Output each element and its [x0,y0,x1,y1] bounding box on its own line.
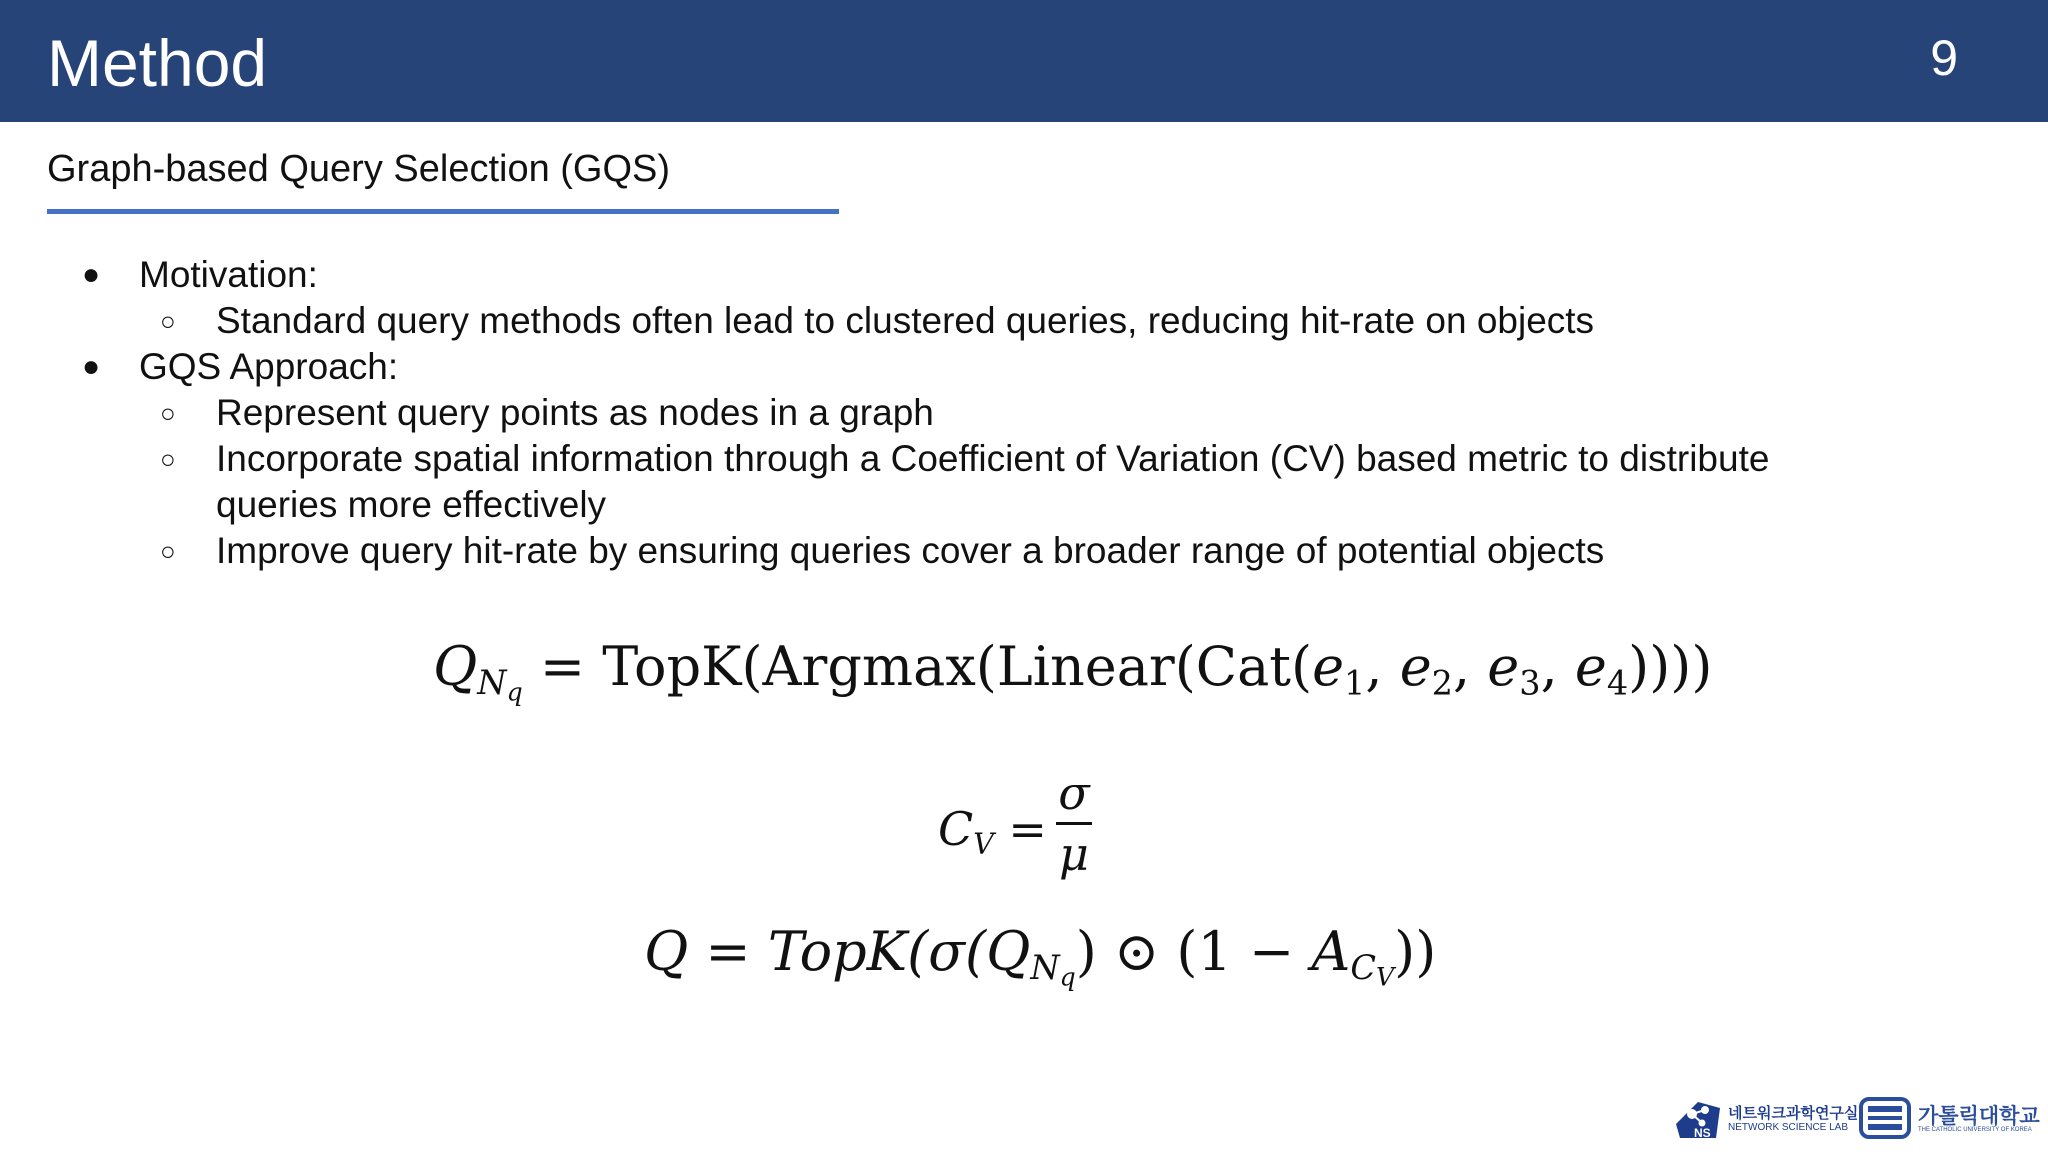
bullet-text: GQS Approach: [139,346,399,387]
bullet-dot-icon: ● [82,350,101,383]
header-bar [0,0,2048,122]
sub-bullet-text: Represent query points as nodes in a graph [216,392,934,433]
fraction [1056,768,1092,879]
fraction-denominator: μ [1059,827,1089,881]
slide-title: Method [47,26,268,100]
network-science-lab-english: NETWORK SCIENCE LAB [1728,1122,1849,1133]
catholic-university-korean: 가톨릭대학교 [1918,1105,2040,1128]
catholic-university-english: THE CATHOLIC UNIVERSITY OF KOREA [1918,1127,2032,1133]
bullet-circle-icon: ○ [160,536,176,566]
section-title: Graph-based Query Selection (GQS) [47,148,671,190]
formula-query-topk: $Q_{N_q}$ = $TopK(Argmax(Linear(Cat(e_1$, $e_2$, $e_3$, $e_4$)))) [433,635,1713,707]
bullet-circle-icon: ○ [160,444,176,474]
footer-logos [1672,1096,2040,1142]
catholic-university-logo-icon [1858,1096,1912,1140]
fraction-bar [1056,822,1092,825]
formula-lhs: $C_V$ = [938,802,1047,861]
section-underline [47,209,839,214]
bullet-circle-icon: ○ [160,398,176,428]
slide-number: 9 [1930,30,1958,86]
formula-final-query: $Q = TopK(\sigma(Q_{N_q})$ ⊙ $(1 - A_{C_V})$) [644,920,1437,992]
network-science-lab-logo-icon [1672,1098,1724,1140]
sub-bullet-text: Improve query hit-rate by ensuring queries cover a broader range of potential objects [216,530,1605,571]
sub-bullet-text: Standard query methods often lead to clustered queries, reducing hit-rate on objects [216,300,1595,341]
bullet-dot-icon: ● [82,258,101,291]
svg-text:NS: NS [1694,1126,1711,1140]
network-science-lab-korean: 네트워크과학연구실 [1728,1105,1859,1122]
sub-bullet-text: Incorporate spatial information through a Coefficient of Variation (CV) based metric to distribute [216,438,1770,479]
fraction-numerator: σ [1058,766,1090,820]
sub-bullet-text: queries more effectively [216,484,607,525]
bullet-text: Motivation: [139,254,318,295]
bullet-circle-icon: ○ [160,306,176,336]
